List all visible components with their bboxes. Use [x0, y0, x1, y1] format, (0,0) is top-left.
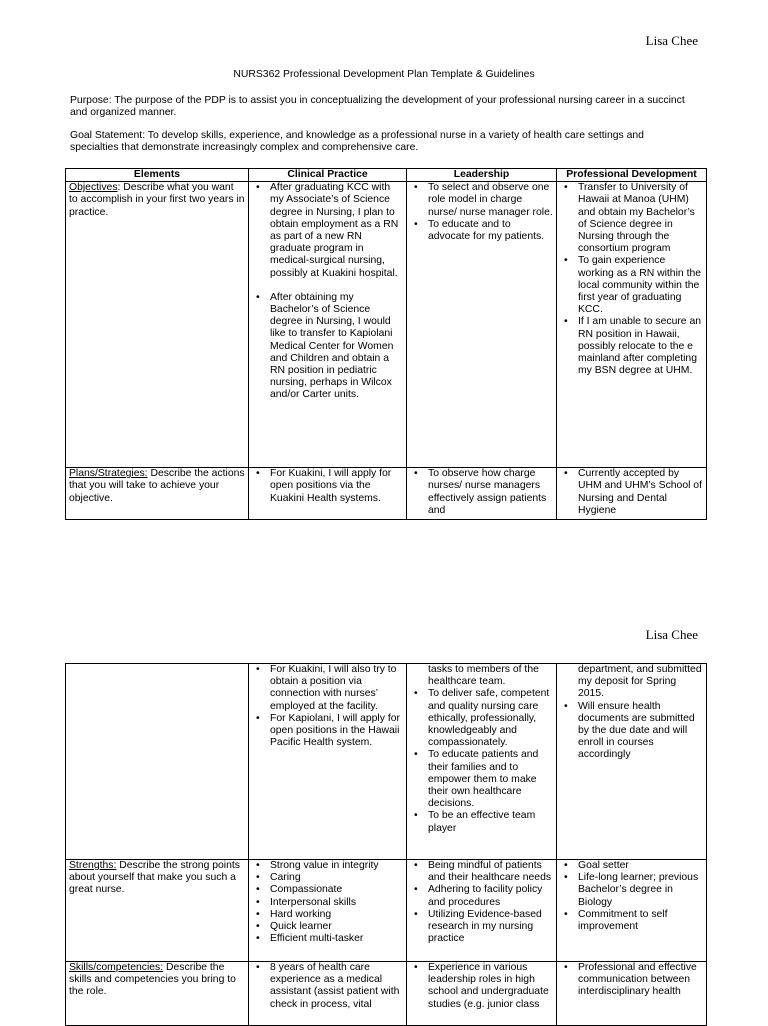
list-item: • For Kuakini, I will apply for open positions via the Kuakini Health systems.	[270, 468, 403, 505]
continued-leadership-cell	[407, 664, 557, 860]
objectives-label: Objectives	[69, 182, 118, 194]
list-item: • Interpersonal skills	[270, 897, 403, 909]
list-item: • Will ensure health documents are submitted by the due date and will enroll in courses accordingly	[578, 701, 703, 762]
strengths-description: Describe the strong points about yourself that make you such a great nurse.	[69, 860, 240, 896]
continued-element-cell	[66, 664, 249, 860]
list-item: • 8 years of health care experience as a medical assistant (assist patient with check in process, vital	[270, 962, 403, 1011]
skills-label: Skills/competencies:	[69, 962, 164, 973]
continued-professional-cell	[557, 664, 707, 860]
list-item: • Efficient multi-tasker	[270, 933, 403, 945]
list-item: • Quick learner	[270, 921, 403, 933]
row-plans-strategies	[66, 468, 707, 520]
plans-element-cell	[66, 468, 249, 520]
goal-statement: Goal Statement: To develop skills, experience, and knowledge as a professional nurse in a variety of health care settings and specialties that demonstrate increasingly complex and comprehensive care.	[70, 130, 644, 154]
list-item: • Experience in various leadership roles in high school and undergraduate studies (e.g. junior class	[428, 962, 553, 1011]
row-skills-competencies	[66, 962, 707, 1026]
list-item: • Adhering to facility policy and procedures	[428, 884, 553, 908]
skills-element-cell	[66, 962, 249, 1026]
list-item: • To be an effective team player	[428, 810, 553, 834]
header-professional-development: Professional Development	[557, 169, 707, 182]
list-item: • To educate and to advocate for my patients.	[428, 219, 553, 243]
pdp-table-part-1	[65, 168, 707, 520]
row-objectives	[66, 182, 707, 468]
list-item: • Currently accepted by UHM and UHM’s School of Nursing and Dental Hygiene	[578, 468, 703, 517]
list-item: • Transfer to University of Hawaii at Manoa (UHM) and obtain my Bachelor’s of Science degree in Nursing through the consortium program	[578, 182, 703, 255]
list-item: • Compassionate	[270, 884, 403, 896]
skills-clinical-cell	[249, 962, 407, 1026]
continued-clinical-cell	[249, 664, 407, 860]
list-item: • Goal setter	[578, 860, 703, 872]
pdp-table-part-2	[65, 663, 707, 1026]
strengths-leadership-cell	[407, 860, 557, 962]
document-page-2	[0, 600, 768, 1024]
list-item: • To select and observe one role model in charge nurse/ nurse manager role.	[428, 182, 553, 219]
list-item: • To educate patients and their families and to empower them to make their own healthcare decisions.	[428, 749, 553, 810]
list-item: • Utilizing Evidence-based research in my nursing practice	[428, 909, 553, 946]
header-clinical-practice: Clinical Practice	[249, 169, 407, 182]
plans-label: Plans/Strategies:	[69, 468, 148, 480]
objectives-element-cell	[66, 182, 249, 468]
document-title: NURS362 Professional Development Plan Template & Guidelines	[233, 69, 535, 80]
list-item: • Caring	[270, 872, 403, 884]
plans-leadership-cell	[407, 468, 557, 520]
strengths-label: Strengths:	[69, 860, 117, 871]
objectives-description: : Describe what you want to accomplish in your first two years in practice.	[69, 182, 245, 218]
row-strengths	[66, 860, 707, 962]
list-item: • After obtaining my Bachelor’s of Science degree in Nursing, I would like to transfer to Kapiolani Medical Center for Women and Children and obtain a RN position in pediatric nursing, perhaps in Wilcox and/or Carter units.	[270, 292, 403, 402]
strengths-professional-cell	[557, 860, 707, 962]
objectives-professional-cell	[557, 182, 707, 468]
list-item: • Life-long learner; previous Bachelor’s degree in Biology	[578, 872, 703, 909]
header-leadership: Leadership	[407, 169, 557, 182]
strengths-clinical-cell	[249, 860, 407, 962]
row-plans-continued	[66, 664, 707, 860]
list-item: • Commitment to self improvement	[578, 909, 703, 933]
list-item: • Strong value in integrity	[270, 860, 403, 872]
list-item: • If I am unable to secure an RN position in Hawaii, possibly relocate to the e mainland after completing my BSN degree at UHM.	[578, 316, 703, 377]
skills-description: Describe the skills and competencies you bring to the role.	[69, 962, 236, 998]
list-item: • For Kuakini, I will also try to obtain a position via connection with nurses’ employed at the facility.	[270, 664, 403, 713]
list-item: • Hard working	[270, 909, 403, 921]
plans-professional-cell	[557, 468, 707, 520]
list-item: • To observe how charge nurses/ nurse managers effectively assign patients and	[428, 468, 553, 517]
purpose-statement: Purpose: The purpose of the PDP is to assist you in conceptualizing the development of your professional nursing career in a succinct and organized manner.	[70, 95, 685, 119]
header-elements: Elements	[66, 169, 249, 182]
strengths-element-cell	[66, 860, 249, 962]
plans-clinical-cell	[249, 468, 407, 520]
plans-description: Describe the actions that you will take to achieve your objective.	[69, 468, 245, 504]
author-name: Lisa Chee	[645, 33, 698, 48]
author-name: Lisa Chee	[645, 627, 698, 642]
list-item: • To gain experience working as a RN within the local community within the first year of graduating KCC.	[578, 255, 703, 316]
skills-leadership-cell	[407, 962, 557, 1026]
skills-professional-cell	[557, 962, 707, 1026]
leadership-continued-text: tasks to members of the healthcare team.	[428, 664, 539, 688]
list-item: • For Kapiolani, I will apply for open positions in the Hawaii Pacific Health system.	[270, 713, 403, 750]
list-item: • After graduating KCC with my Associate’s of Science degree in Nursing, I plan to obtain employment as a RN as part of a new RN graduate program in medical-surgical nursing, possibly at Kuakini hospital.	[270, 182, 403, 280]
list-item: • Professional and effective communication between interdisciplinary health	[578, 962, 703, 999]
list-item: • To deliver safe, competent and quality nursing care ethically, professionally, knowledgeably and compassionately.	[428, 688, 553, 749]
objectives-clinical-cell	[249, 182, 407, 468]
professional-continued-text: department, and submitted my deposit for Spring 2015.	[578, 664, 702, 700]
objectives-leadership-cell	[407, 182, 557, 468]
list-item: • Being mindful of patients and their healthcare needs	[428, 860, 553, 884]
table-header-row	[66, 169, 707, 182]
